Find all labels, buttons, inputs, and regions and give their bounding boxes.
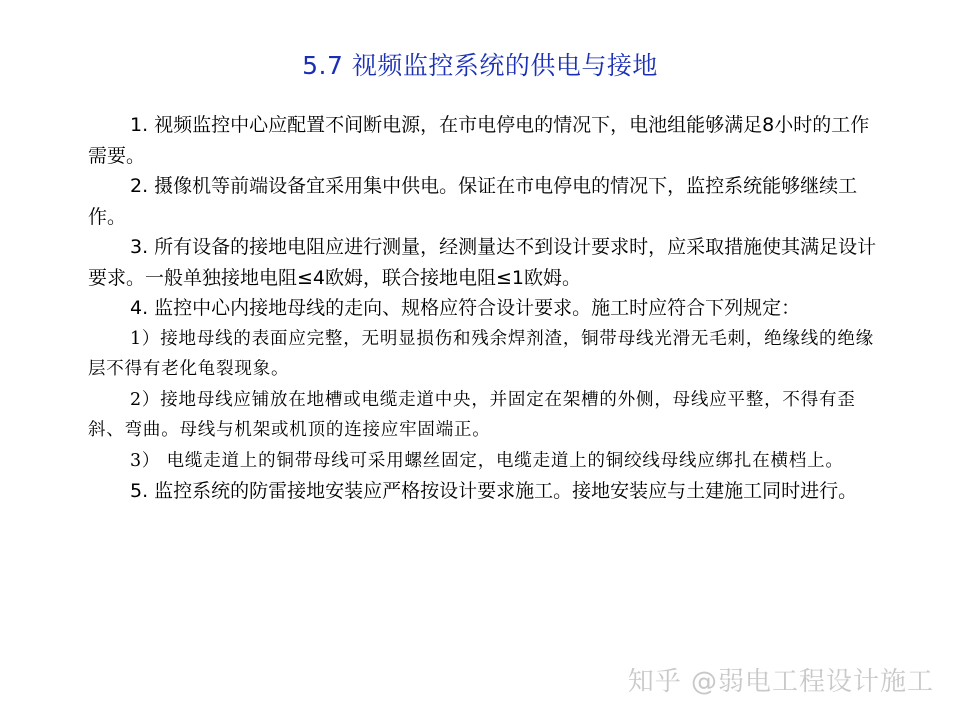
watermark: 知乎 @弱电工程设计施工	[627, 667, 934, 697]
sub-item-2: 2）接地母线应铺放在地槽或电缆走道中央，并固定在架槽的外侧，母线应平整，不得有歪斜、弯曲。母线与机架或机顶的连接应牢固端正。	[88, 389, 856, 440]
document-body	[88, 110, 888, 507]
sub-item-3: 3） 电缆走道上的铜带母线可采用螺丝固定，电缆走道上的铜绞线母线应绑扎在横档上。	[130, 450, 844, 471]
sub-item-1: 1）接地母线的表面应完整，无明显损伤和残余焊剂渣，铜带母线光滑无毛刺，绝缘线的绝缘层不得有老化龟裂现象。	[88, 328, 874, 379]
paragraph-3: 3. 所有设备的接地电阻应进行测量，经测量达不到设计要求时，应采取措施使其满足设计要求。一般单独接地电阻≤4欧姆，联合接地电阻≤1欧姆。	[88, 236, 877, 289]
page-title: 5.7 视频监控系统的供电与接地	[302, 51, 658, 80]
paragraph-4: 4. 监控中心内接地母线的走向、规格应符合设计要求。施工时应符合下列规定：	[130, 297, 801, 319]
paragraph-2: 2. 摄像机等前端设备宜采用集中供电。保证在市电停电的情况下，监控系统能够继续工作。	[88, 175, 858, 228]
paragraph-5: 5. 监控系统的防雷接地安装应严格按设计要求施工。接地安装应与土建施工同时进行。	[130, 480, 858, 502]
paragraph-1: 1. 视频监控中心应配置不间断电源，在市电停电的情况下，电池组能够满足8小时的工作需要。	[88, 114, 870, 167]
